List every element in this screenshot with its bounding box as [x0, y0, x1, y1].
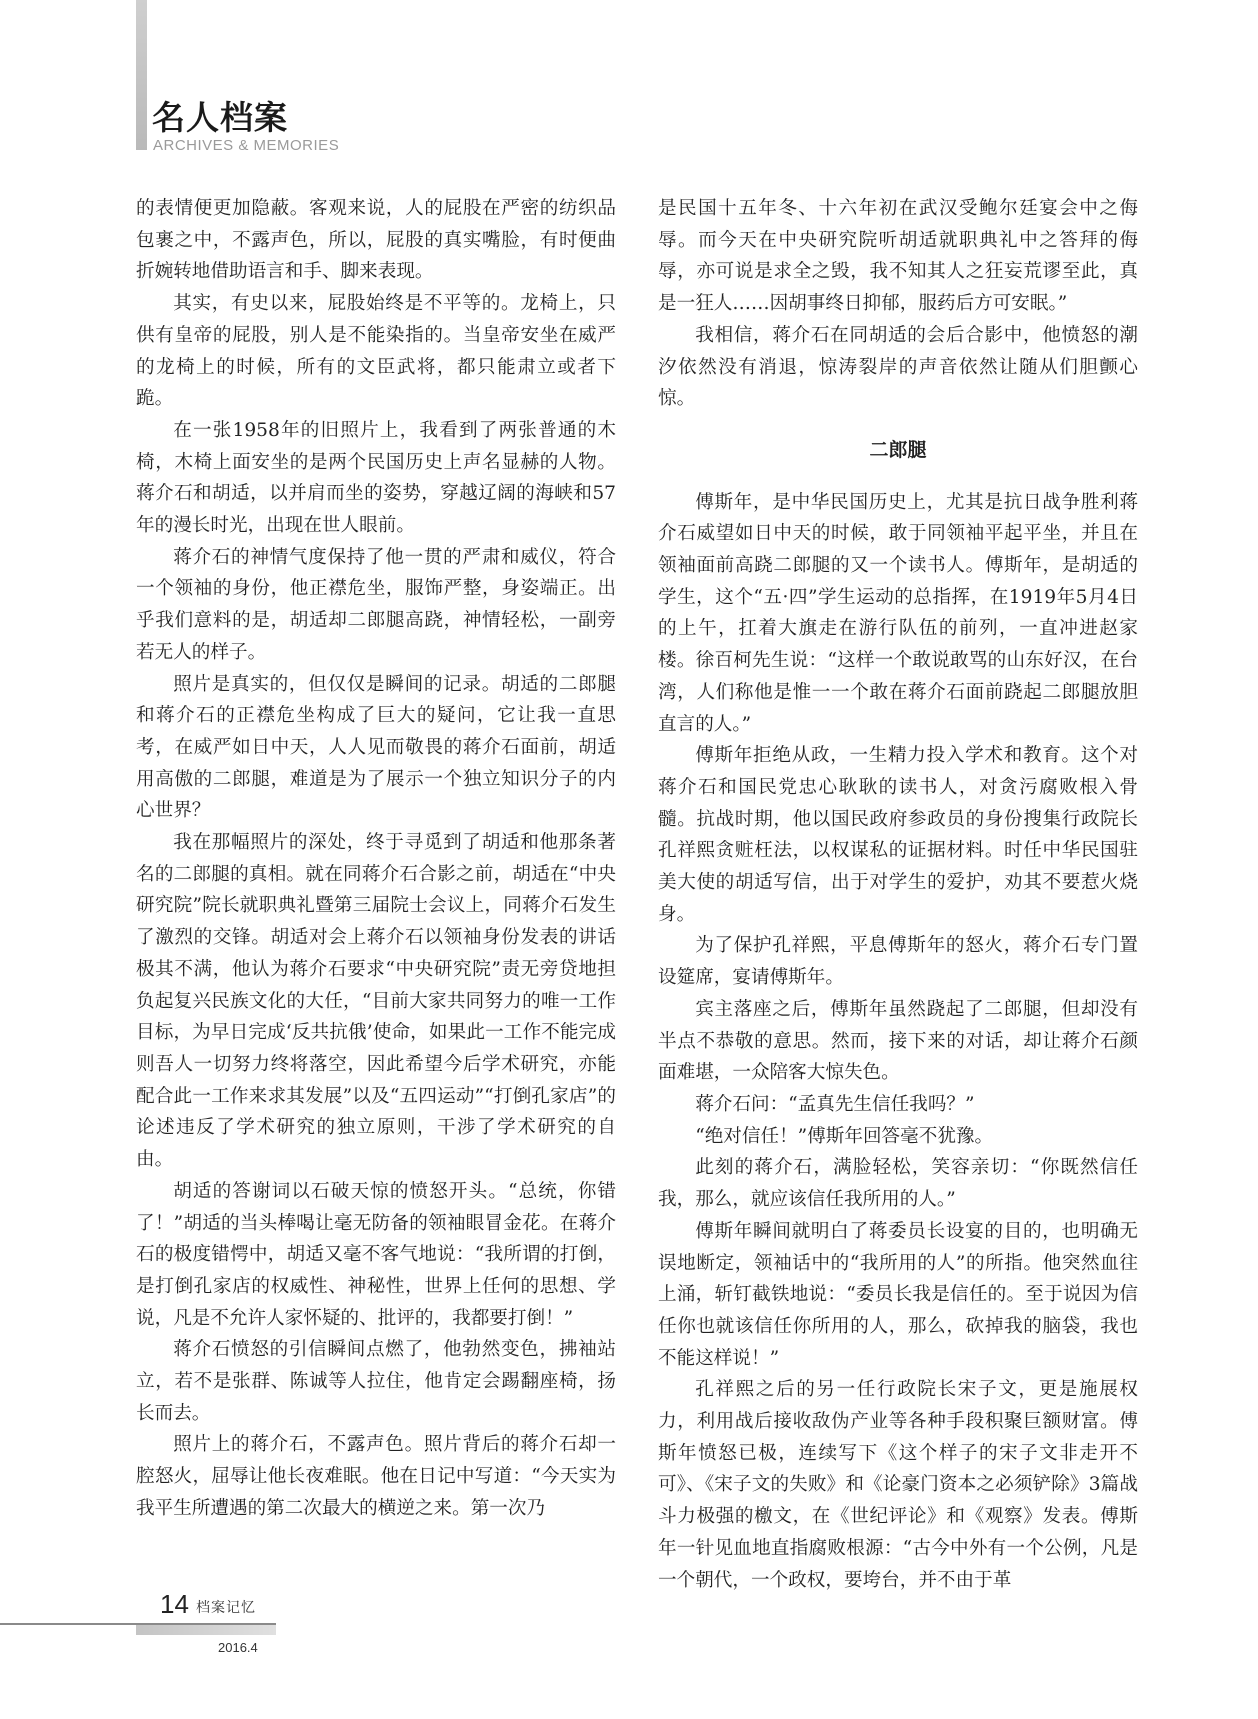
- paragraph: 傅斯年，是中华民国历史上，尤其是抗日战争胜利蒋介石威望如日中天的时候，敢于同领袖平起平坐，并且在领袖面前高跷二郎腿的又一个读书人。傅斯年，是胡适的学生，这个“五·四”学生运动的总指挥，在1919年5月4日的上午，扛着大旗走在游行队伍的前列，一直冲进赵家楼。徐百柯先生说：“这样一个敢说敢骂的山东好汉，在台湾，人们称他是惟一一个敢在蒋介石面前跷起二郎腿放胆直言的人。”: [658, 491, 1138, 735]
- paragraph: 蒋介石问：“孟真先生信任我吗？”: [695, 1093, 975, 1115]
- paragraph: 傅斯年瞬间就明白了蒋委员长设宴的目的，也明确无误地断定，领袖话中的“我所用的人”的所指。他突然血往上涌，斩钉截铁地说：“委员长我是信任的。至于说因为信任你也就该信任你所用的人，那么，砍掉我的脑袋，我也不能这样说！”: [658, 1220, 1138, 1369]
- right-column: [658, 193, 1138, 1596]
- paragraph: 其实，有史以来，屁股始终是不平等的。龙椅上，只供有皇帝的屁股，别人是不能染指的。当皇帝安坐在威严的龙椅上的时候，所有的文臣武将，都只能肃立或者下跪。: [136, 293, 616, 410]
- paragraph: 我相信，蒋介石在同胡适的会后合影中，他愤怒的潮汐依然没有消退，惊涛裂岸的声音依然让随从们胆颤心惊。: [658, 324, 1138, 410]
- paragraph: 此刻的蒋介石，满脸轻松，笑容亲切：“你既然信任我，那么，就应该信任我所用的人。”: [658, 1157, 1138, 1211]
- paragraph: 为了保护孔祥熙，平息傅斯年的怒火，蒋介石专门置设筵席，宴请傅斯年。: [658, 935, 1138, 989]
- paragraph: 蒋介石的神情气度保持了他一贯的严肃和威仪，符合一个领袖的身份，他正襟危坐，服饰严整，身姿端正。出乎我们意料的是，胡适却二郎腿高跷，神情轻松，一副旁若无人的样子。: [136, 546, 616, 663]
- section-title: 名人档案: [152, 98, 288, 137]
- paragraph: “绝对信任！”傅斯年回答毫不犹豫。: [695, 1125, 994, 1147]
- left-column: [136, 193, 616, 1525]
- paragraph: 胡适的答谢词以石破天惊的愤怒开头。“总统，你错了！”胡适的当头棒喝让毫无防备的领袖眼冒金花。在蒋介石的极度错愕中，胡适又毫不客气地说：“我所谓的打倒，是打倒孔家店的权威性、神秘性，世界上任何的思想、学说，凡是不允许人家怀疑的、批评的，我都要打倒！”: [136, 1180, 616, 1329]
- paragraph: 孔祥熙之后的另一任行政院长宋子文，更是施展权力，利用战后接收敌伪产业等各种手段积聚巨额财富。傅斯年愤怒已极，连续写下《这个样子的宋子文非走开不可》、《宋子文的失败》和《论豪门资本之必须铲除》3篇战斗力极强的檄文，在《世纪评论》和《观察》发表。傅斯年一针见血地直指腐败根源：“古今中外有一个公例，凡是一个朝代，一个政权，要垮台，并不由于革: [658, 1379, 1138, 1591]
- header-accent-bar: [136, 0, 147, 150]
- paragraph: 在一张1958年的旧照片上，我看到了两张普通的木椅，木椅上面安坐的是两个民国历史上声名显赫的人物。蒋介石和胡适，以并肩而坐的姿势，穿越辽阔的海峡和57年的漫长时光，出现在世人眼前。: [136, 419, 616, 537]
- section-subtitle: ARCHIVES & MEMORIES: [153, 137, 340, 154]
- paragraph: 是民国十五年冬、十六年初在武汉受鲍尔廷宴会中之侮辱。而今天在中央研究院听胡适就职典礼中之答拜的侮辱，亦可说是求全之毁，我不知其人之狂妄荒谬至此，真是一狂人……因胡事终日抑郁，服药后方可安眠。”: [658, 198, 1138, 315]
- paragraph: 傅斯年拒绝从政，一生精力投入学术和教育。这个对蒋介石和国民党忠心耿耿的读书人，对贪污腐败根入骨髓。抗战时期，他以国民政府参政员的身份搜集行政院长孔祥熙贪赃枉法，以权谋私的证据材料。时任中华民国驻美大使的胡适写信，出于对学生的爱护，劝其不要惹火烧身。: [658, 745, 1138, 925]
- paragraph: 我在那幅照片的深处，终于寻觅到了胡适和他那条著名的二郎腿的真相。就在同蒋介石合影之前，胡适在“中央研究院”院长就职典礼暨第三届院士会议上，同蒋介石发生了激烈的交锋。胡适对会上蒋介石以领袖身份发表的讲话极其不满，他认为蒋介石要求“中央研究院”责无旁贷地担负起复兴民族文化的大任，“目前大家共同努力的唯一工作目标，为早日完成‘反共抗俄’使命，如果此一工作不能完成则吾人一切努力终将落空，因此希望今后学术研究，亦能配合此一工作来求其发展”以及“五四运动”“打倒孔家店”的论述违反了学术研究的独立原则，干涉了学术研究的自由。: [136, 832, 616, 1171]
- paragraph: 宾主落座之后，傅斯年虽然跷起了二郎腿，但却没有半点不恭敬的意思。然而，接下来的对话，却让蒋介石颜面难堪，一众陪客大惊失色。: [658, 998, 1138, 1084]
- magazine-name: 档案记忆: [196, 1600, 256, 1616]
- page-number: 14: [160, 1589, 189, 1619]
- paragraph: 照片是真实的，但仅仅是瞬间的记录。胡适的二郎腿和蒋介石的正襟危坐构成了巨大的疑问，它让我一直思考，在威严如日中天，人人见而敬畏的蒋介石面前，胡适用高傲的二郎腿，难道是为了展示一个独立知识分子的内心世界？: [136, 673, 616, 822]
- issue-date: 2016.4: [218, 1640, 258, 1655]
- footer-accent-block: [136, 1625, 276, 1635]
- paragraph: 的表情便更加隐蔽。客观来说，人的屁股在严密的纺织品包裹之中，不露声色，所以，屁股的真实嘴脸，有时便曲折婉转地借助语言和手、脚来表现。: [136, 198, 616, 283]
- paragraph: 照片上的蒋介石，不露声色。照片背后的蒋介石却一腔怒火，屈辱让他长夜难眠。他在日记中写道：“今天实为我平生所遭遇的第二次最大的横逆之来。第一次乃: [136, 1434, 616, 1519]
- subheading: 二郎腿: [869, 438, 927, 461]
- paragraph: 蒋介石愤怒的引信瞬间点燃了，他勃然变色，拂袖站立，若不是张群、陈诚等人拉住，他肯定会踢翻座椅，扬长而去。: [136, 1339, 616, 1424]
